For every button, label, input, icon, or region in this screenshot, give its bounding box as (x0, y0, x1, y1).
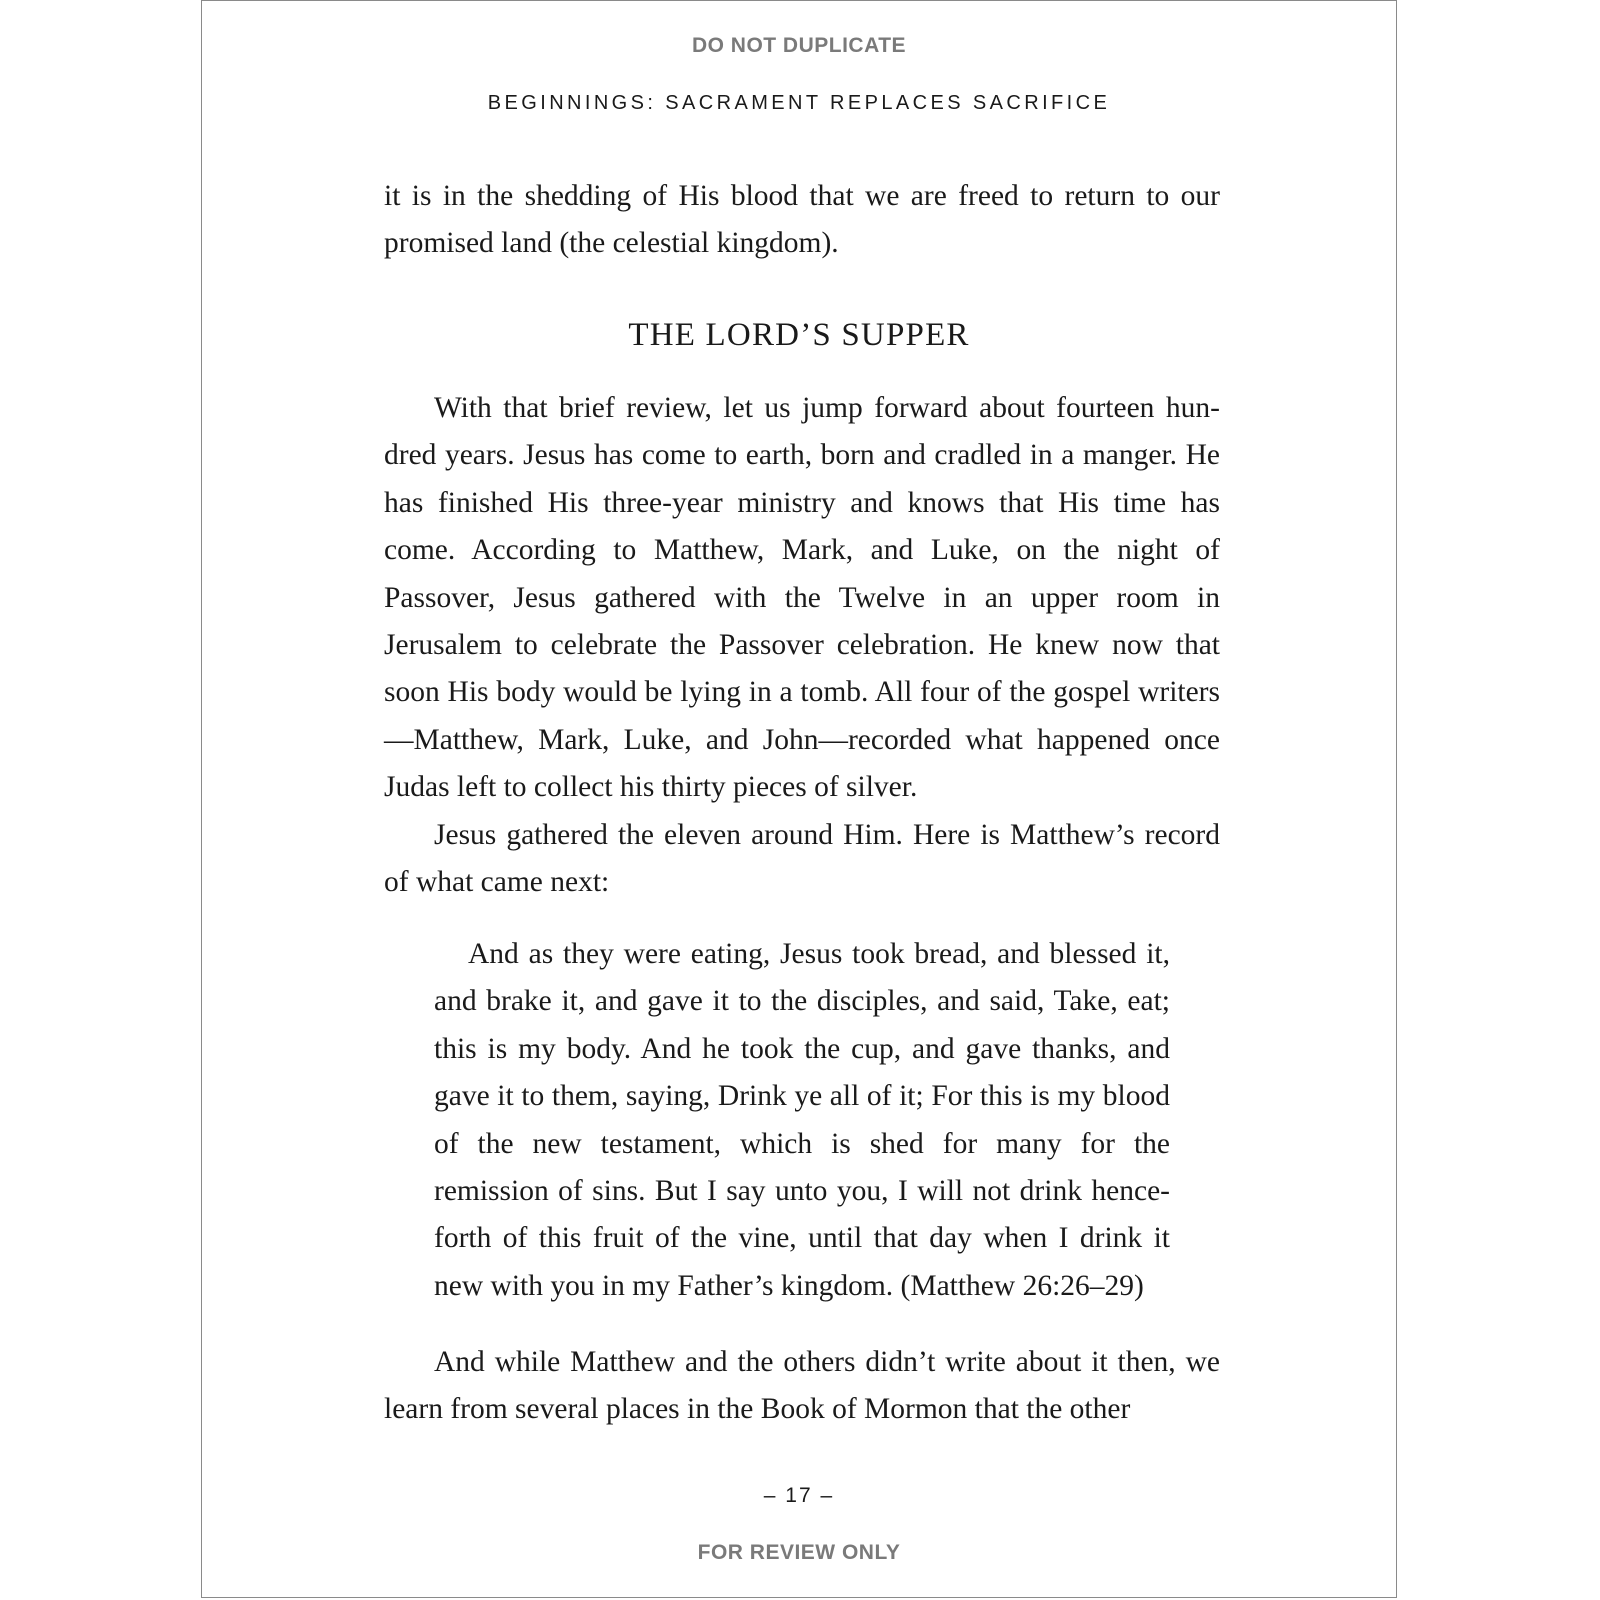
watermark-top: DO NOT DUPLICATE (691, 34, 907, 57)
running-head: BEGINNINGS: SACRAMENT REPLACES SACRIFICE (487, 92, 1111, 114)
closing-paragraph: And while Matthew and the others didn’t write about it then, we learn from several places in the Book of Mormon that the other (384, 1346, 1220, 1426)
section-heading: THE LORD’S SUPPER (628, 317, 970, 353)
watermark-bottom: FOR REVIEW ONLY (697, 1541, 901, 1564)
page-number: – 17 – (763, 1484, 835, 1507)
body-paragraph-2: Jesus gathered the eleven around Him. Here is Matthew’s record of what came next: (384, 818, 1220, 899)
intro-text: it is in the shedding of His blood that we are freed to return to our promised land (the celestial kingdom). (384, 180, 1220, 260)
closing-text (384, 1339, 1220, 1434)
scripture-block-quote: And as they were eating, Jesus took bread, and blessed it, and brake it, and gave it to the disciples, and said, Take, eat; this is my body. And he took the cup, and gave thanks, and gave it to them, saying, Drink ye all of it; For this is my blood of the new testament, which is shed for many for the remission of sins. But I say unto you, I will not drink henceforth of this fruit of the vine, until that day when I drink it new with you in my Father’s kingdom. (Matthew 26:26–29) (434, 938, 1170, 1302)
intro-paragraph (384, 173, 1220, 268)
body-text (384, 385, 1220, 906)
book-page (201, 0, 1397, 1598)
body-paragraph-1: With that brief review, let us jump forward about fourteen hundred years. Jesus has come to earth, born and cradled in a manger. He has finished His three-year ministry and knows that His time has come. According to Matthew, Mark, and Luke, on the night of Passover, Jesus gathered with the Twelve in an upper room in Jerusalem to celebrate the Passover celebration. He knew now that soon His body would be lying in a tomb. All four of the gospel writers—Matthew, Mark, Luke, and John—recorded what happened once Judas left to collect his thirty pieces of silver. (384, 392, 1220, 804)
